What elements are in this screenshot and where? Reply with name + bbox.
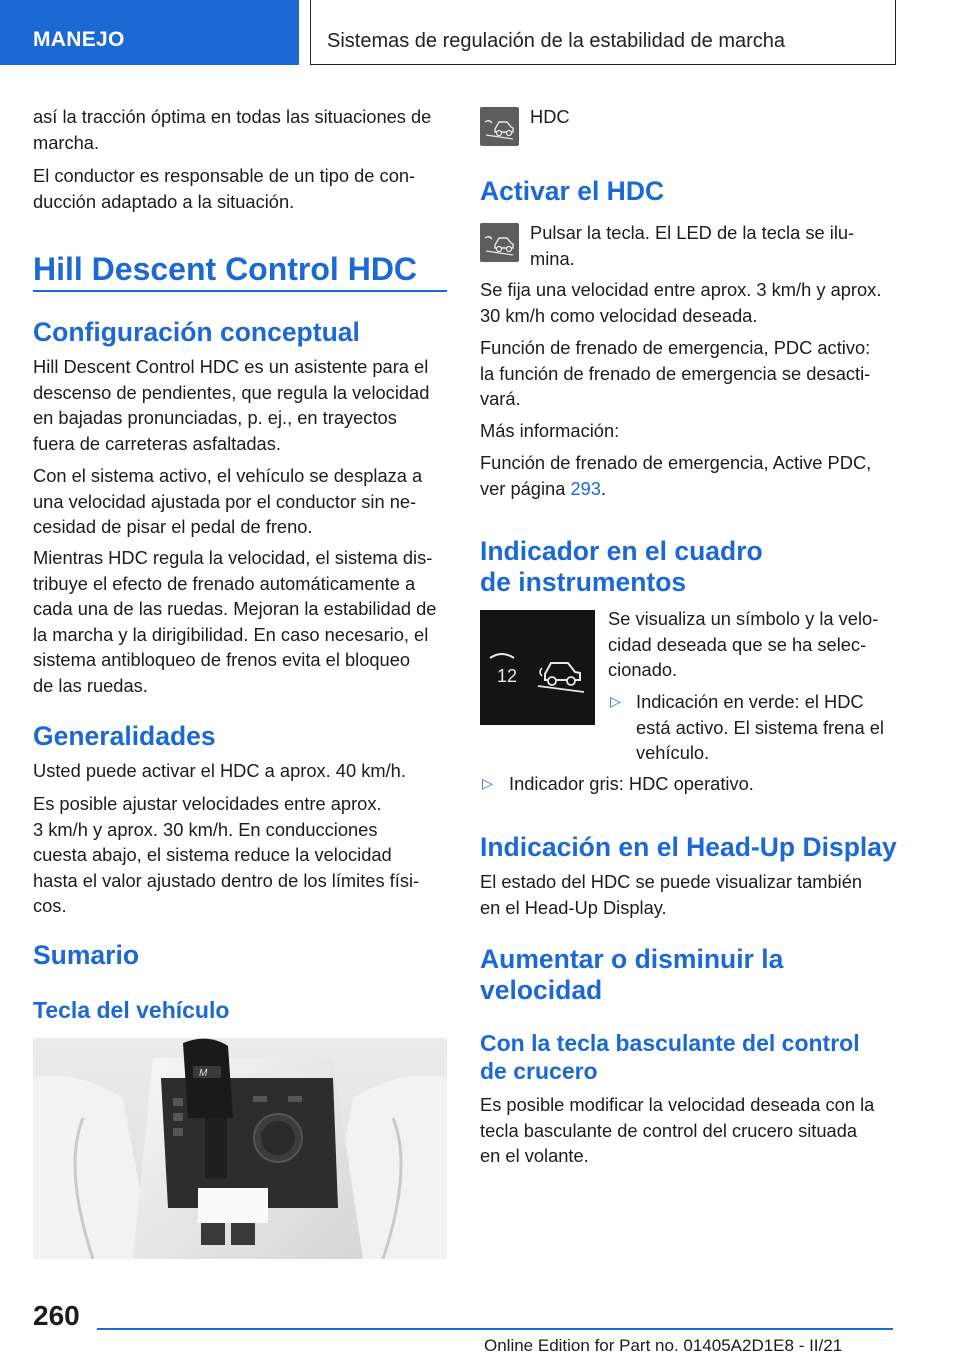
text-line: El estado del HDC se puede visualizar también bbox=[480, 871, 863, 892]
text-line: cionado. bbox=[608, 659, 678, 680]
text-line: 30 km/h como velocidad deseada. bbox=[480, 304, 758, 326]
text-line: Función de frenado de emergencia, Active PDC, bbox=[480, 452, 872, 473]
hill-descent-icon bbox=[480, 107, 519, 146]
hdc-button-icon bbox=[480, 223, 519, 262]
footer-edition: Online Edition for Part no. 01405A2D1E8 - II/21 bbox=[484, 1336, 843, 1355]
text-fragment: . bbox=[600, 477, 607, 499]
hud-paragraph bbox=[480, 869, 862, 920]
text-line: Se fija una velocidad entre aprox. 3 km/h y aprox. bbox=[480, 279, 882, 300]
text-line: hasta el valor ajustado dentro de los límites físi‐ bbox=[33, 869, 420, 891]
heading-line: Aumentar o disminuir la bbox=[480, 944, 784, 974]
text-line: descenso de pendientes, que regula la velocidad bbox=[33, 381, 430, 403]
concept-heading: Configuración conceptual bbox=[33, 317, 360, 347]
text-line: una velocidad ajustada por el conductor sin ne‐ bbox=[33, 490, 417, 512]
chapter-header bbox=[310, 0, 896, 65]
heading-line: de instrumentos bbox=[480, 567, 687, 597]
cluster-speed-value: 12 bbox=[497, 666, 518, 686]
text-line: Con el sistema activo, el vehículo se desplaza a bbox=[33, 465, 423, 486]
general-paragraph-1: Usted puede activar el HDC a aprox. 40 km/h. bbox=[33, 760, 406, 781]
concept-paragraph-2 bbox=[33, 463, 422, 540]
heading-line: Indicador en el cuadro bbox=[480, 536, 763, 566]
text-line: vará. bbox=[480, 388, 521, 409]
speed-heading bbox=[480, 944, 783, 1006]
text-line: cada una de las ruedas. Mejoran la estabilidad de bbox=[33, 598, 437, 619]
text-line: Se visualiza un símbolo y la velo‐ bbox=[608, 608, 879, 629]
title-underline bbox=[33, 290, 447, 292]
text-line: Es posible modificar la velocidad deseada con la bbox=[480, 1094, 875, 1115]
text-line bbox=[480, 476, 871, 502]
section-tab bbox=[0, 0, 299, 65]
general-heading: Generalidades bbox=[33, 721, 216, 751]
heading-line: velocidad bbox=[480, 975, 603, 1005]
cluster-hdc-symbol bbox=[480, 610, 595, 725]
text-line: Hill Descent Control HDC es un asistente para el bbox=[33, 356, 429, 377]
bullet-item-1 bbox=[636, 689, 884, 766]
concept-paragraph-1 bbox=[33, 354, 429, 456]
general-paragraph-2 bbox=[33, 791, 419, 919]
text-line: Pulsar la tecla. El LED de la tecla se ilu‐ bbox=[530, 222, 855, 243]
page-title: Hill Descent Control HDC bbox=[33, 251, 418, 287]
hdc-label: HDC bbox=[530, 106, 570, 127]
footer-rule bbox=[97, 1328, 893, 1330]
text-line: tecla basculante de control del crucero situada bbox=[480, 1119, 858, 1141]
bullet-triangle-icon: ▷ bbox=[610, 693, 621, 709]
bullet-triangle-icon: ▷ bbox=[482, 775, 493, 791]
text-fragment: ver página bbox=[480, 477, 566, 499]
summary-heading: Sumario bbox=[33, 940, 140, 970]
heading-line: de crucero bbox=[480, 1058, 598, 1084]
text-line: la función de frenado de emergencia se desacti‐ bbox=[480, 362, 871, 384]
button-heading: Tecla del vehículo bbox=[33, 997, 230, 1023]
text-line: así la tracción óptima en todas las situaciones de bbox=[33, 106, 432, 127]
heading-line: Con la tecla basculante del control bbox=[480, 1030, 860, 1056]
text-line: Indicación en verde: el HDC bbox=[636, 691, 864, 712]
page-link[interactable]: 293 bbox=[570, 477, 601, 499]
text-line: cidad deseada que se ha selec‐ bbox=[608, 633, 867, 655]
concept-paragraph-3 bbox=[33, 545, 436, 698]
hill-descent-icon bbox=[480, 223, 519, 262]
rocker-heading bbox=[480, 1029, 860, 1085]
text-line: cesidad de pisar el pedal de freno. bbox=[33, 516, 313, 537]
intro-paragraph-2 bbox=[33, 163, 415, 214]
page-number: 260 bbox=[33, 1300, 80, 1331]
text-line: Es posible ajustar velocidades entre aprox. bbox=[33, 793, 382, 814]
rocker-paragraph bbox=[480, 1092, 874, 1169]
text-line: tribuye el efecto de frenado automáticamente a bbox=[33, 572, 416, 594]
text-line: sistema antibloqueo de frenos evita el bloqueo bbox=[33, 649, 411, 670]
activate-paragraph-1 bbox=[530, 220, 854, 271]
text-line: de las ruedas. bbox=[33, 674, 148, 696]
text-line: fuera de carreteras asfaltadas. bbox=[33, 432, 281, 454]
cluster-paragraph bbox=[608, 606, 878, 683]
chapter-title: Sistemas de regulación de la estabilidad de marcha bbox=[327, 30, 786, 52]
text-line: marcha. bbox=[33, 131, 100, 153]
text-line: vehículo. bbox=[636, 742, 710, 763]
instrument-cluster-display bbox=[480, 610, 595, 725]
text-line: Función de frenado de emergencia, PDC activo: bbox=[480, 337, 871, 358]
hdc-button-icon bbox=[480, 107, 519, 146]
cluster-heading bbox=[480, 536, 763, 598]
bullet-item-2: Indicador gris: HDC operativo. bbox=[509, 773, 754, 794]
center-console-illustration bbox=[33, 1038, 447, 1259]
text-line: en el volante. bbox=[480, 1145, 589, 1166]
text-line: cos. bbox=[33, 895, 67, 916]
text-line: mina. bbox=[530, 247, 575, 269]
activate-paragraph-3 bbox=[480, 335, 870, 412]
text-line: en bajadas pronunciadas, p. ej., en trayectos bbox=[33, 407, 397, 428]
text-line: Mientras HDC regula la velocidad, el sistema dis‐ bbox=[33, 547, 433, 568]
activate-paragraph-2 bbox=[480, 277, 881, 328]
activate-paragraph-5 bbox=[480, 450, 871, 501]
svg-text:M: M bbox=[199, 1068, 208, 1079]
text-line: 3 km/h y aprox. 30 km/h. En conducciones bbox=[33, 818, 378, 840]
section-title: MANEJO bbox=[33, 28, 125, 51]
text-line: en el Head-Up Display. bbox=[480, 896, 667, 918]
text-line: está activo. El sistema frena el bbox=[636, 716, 884, 738]
text-line: ducción adaptado a la situación. bbox=[33, 190, 295, 212]
hud-heading: Indicación en el Head-Up Display bbox=[480, 832, 897, 862]
text-line: El conductor es responsable de un tipo de con‐ bbox=[33, 165, 416, 186]
activate-paragraph-4: Más información: bbox=[480, 420, 620, 441]
intro-paragraph-1 bbox=[33, 104, 431, 155]
text-line: cuesta abajo, el sistema reduce la velocidad bbox=[33, 844, 392, 865]
text-line: la marcha y la dirigibilidad. En caso necesario, el bbox=[33, 623, 429, 645]
activate-heading: Activar el HDC bbox=[480, 176, 665, 206]
center-console-photo bbox=[33, 1038, 447, 1259]
